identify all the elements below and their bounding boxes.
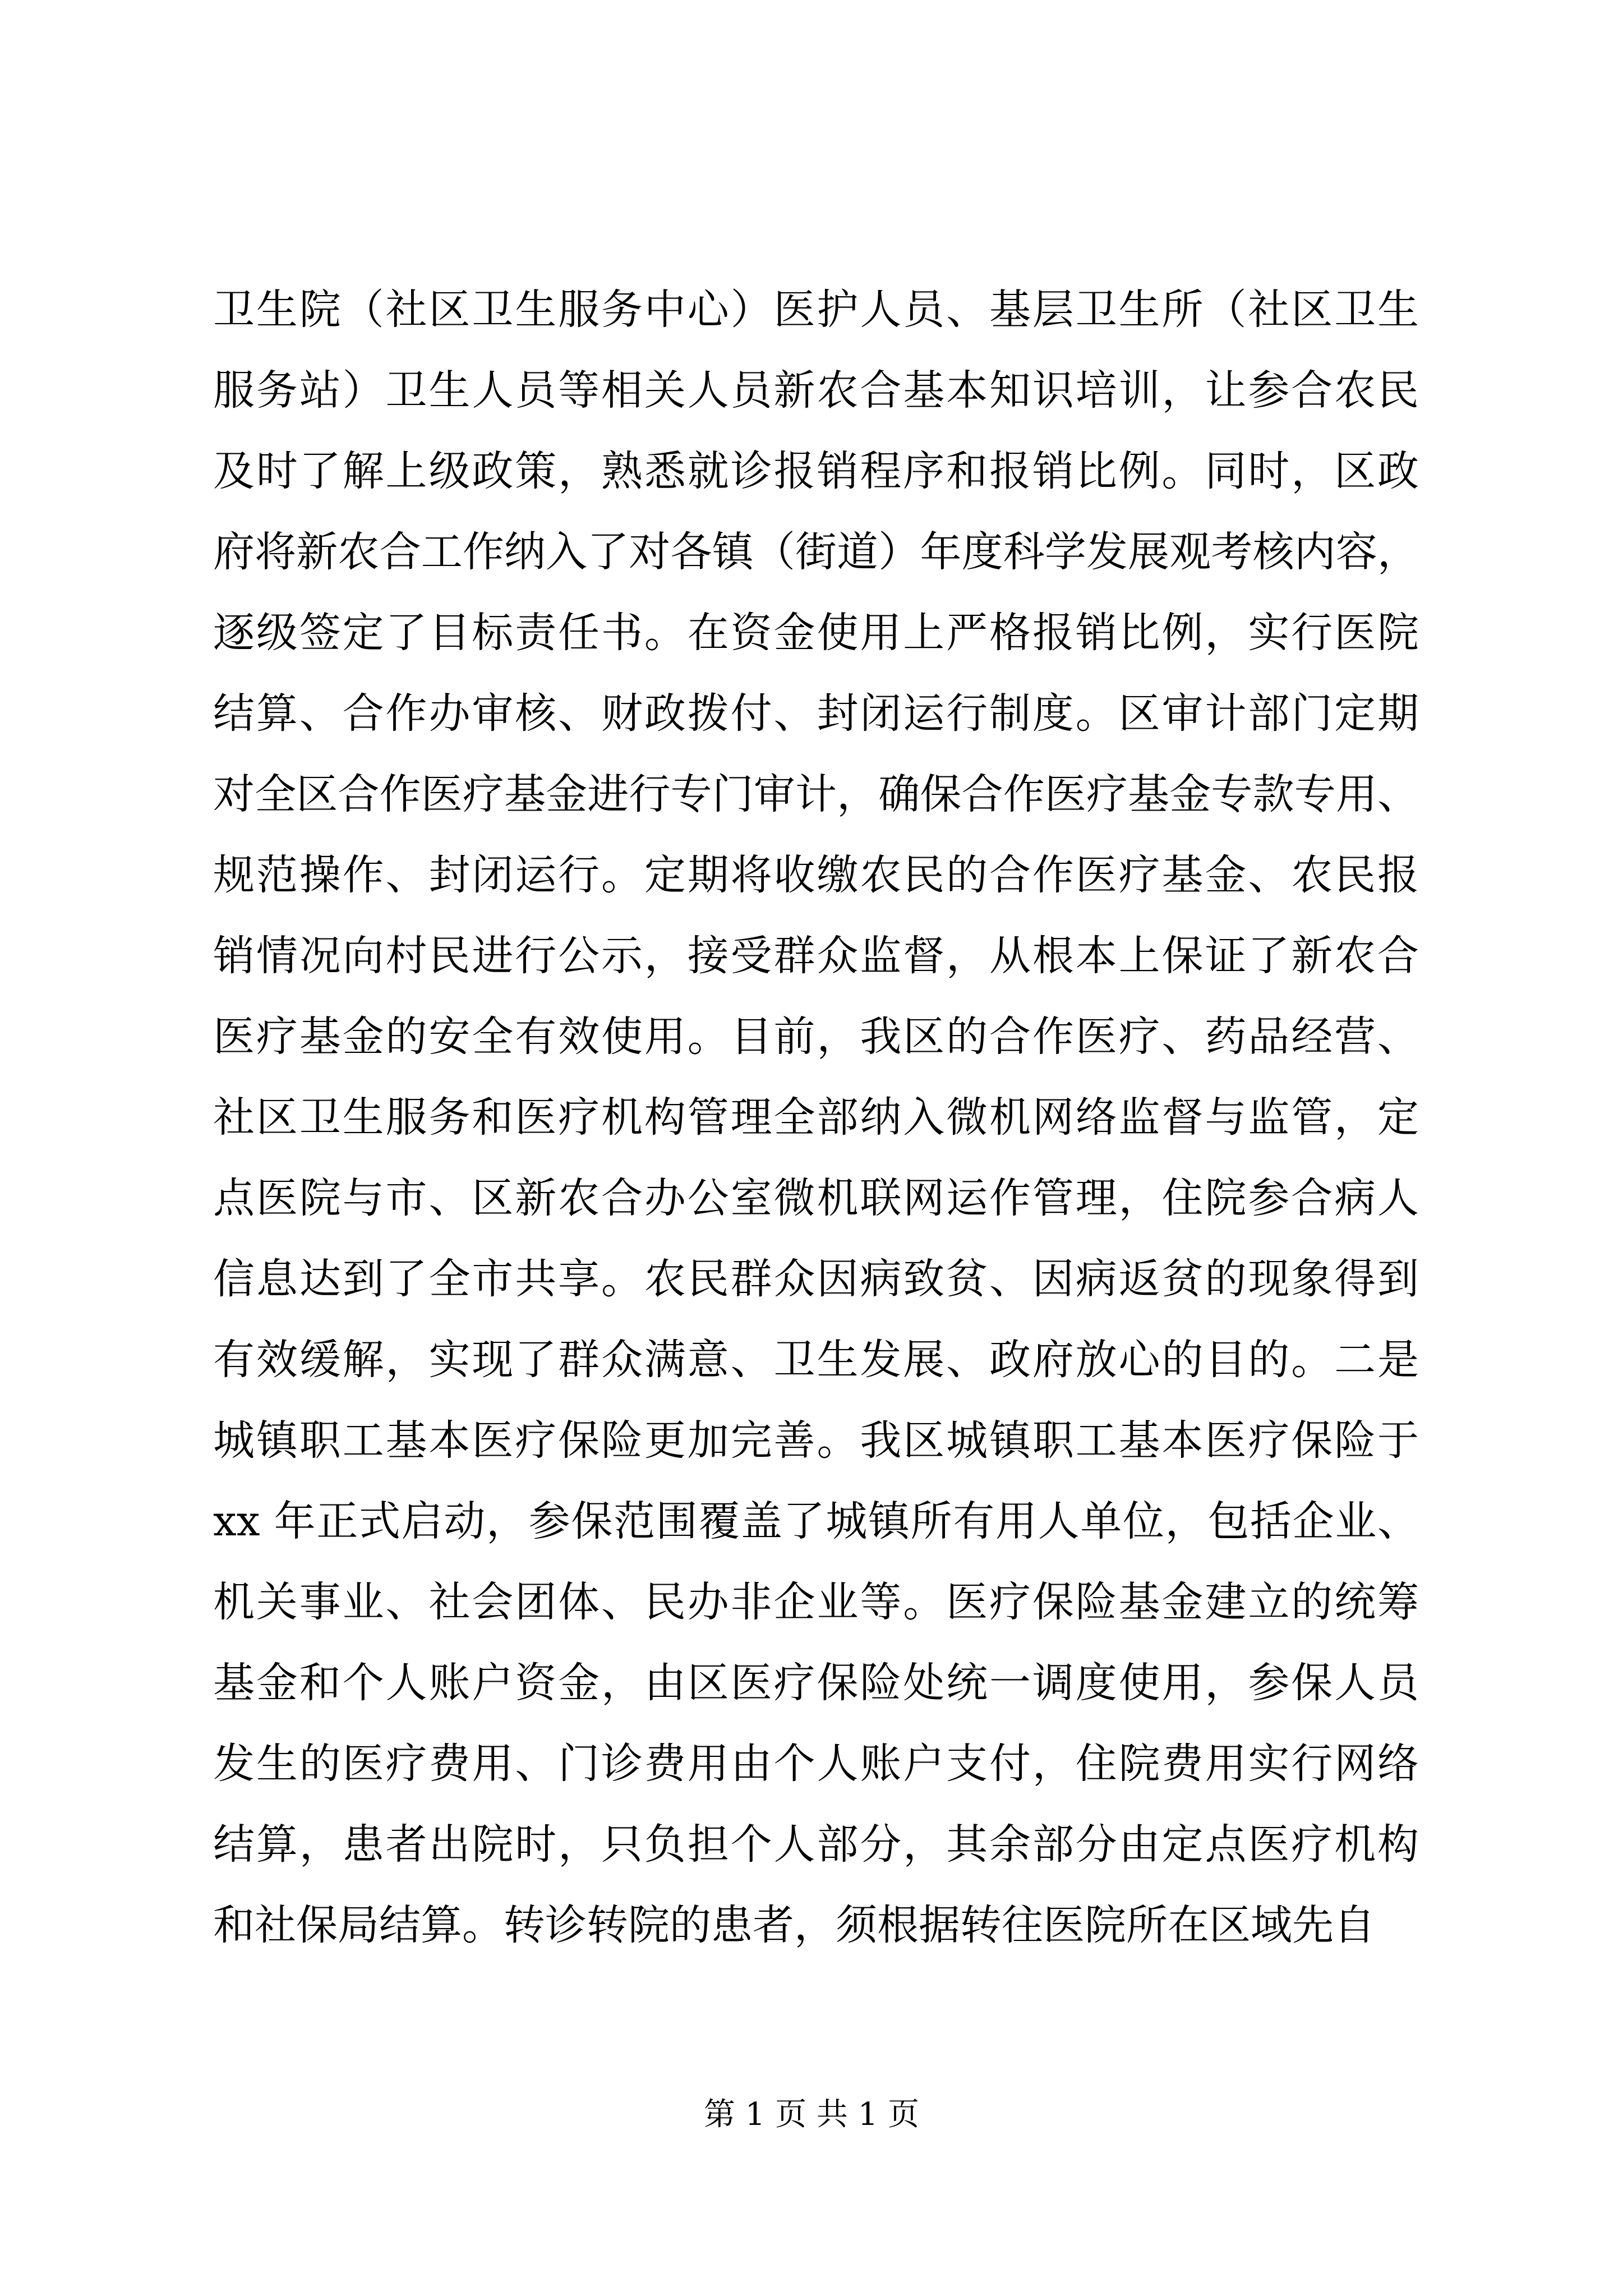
text-line: 规范操作、封闭运行。定期将收缴农民的合作医疗基金、农民报 (213, 851, 1419, 899)
text-line: 基金和个人账户资金，由区医疗保险处统一调度使用，参保人员 (213, 1659, 1419, 1707)
text-line: 结算，患者出院时，只负担个人部分，其余部分由定点医疗机构 (213, 1820, 1419, 1869)
text-line: 服务站）卫生人员等相关人员新农合基本知识培训，让参合农民 (213, 366, 1419, 415)
text-line: 有效缓解，实现了群众满意、卫生发展、政府放心的目的。二是 (213, 1336, 1419, 1384)
text-line: 和社保局结算。转诊转院的患者，须根据转往医院所在区域先自 (213, 1901, 1375, 1949)
text-line: 发生的医疗费用、门诊费用由个人账户支付，住院费用实行网络 (213, 1740, 1419, 1788)
text-line: 销情况向村民进行公示，接受群众监督，从根本上保证了新农合 (213, 932, 1419, 980)
text-line: 信息达到了全市共享。农民群众因病致贫、因病返贫的现象得到 (213, 1255, 1419, 1303)
body-text (213, 269, 1419, 1966)
text-line: 机关事业、社会团体、民办非企业等。医疗保险基金建立的统筹 (213, 1578, 1419, 1626)
text-line: 社区卫生服务和医疗机构管理全部纳入微机网络监督与监管，定 (213, 1093, 1419, 1142)
text-line: 点医院与市、区新农合办公室微机联网运作管理，住院参合病人 (213, 1174, 1419, 1222)
text-line: 结算、合作办审核、财政拨付、封闭运行制度。区审计部门定期 (213, 689, 1419, 738)
text-line: 对全区合作医疗基金进行专门审计，确保合作医疗基金专款专用、 (213, 770, 1419, 818)
text-line: 卫生院（社区卫生服务中心）医护人员、基层卫生所（社区卫生 (213, 286, 1419, 334)
text-line: 及时了解上级政策，熟悉就诊报销程序和报销比例。同时，区政 (213, 447, 1419, 495)
text-line: 医疗基金的安全有效使用。目前，我区的合作医疗、药品经营、 (213, 1013, 1419, 1061)
page-footer: 第 1 页 共 1 页 (703, 2096, 920, 2133)
text-line: 府将新农合工作纳入了对各镇（街道）年度科学发展观考核内容， (213, 528, 1419, 576)
text-line: 逐级签定了目标责任书。在资金使用上严格报销比例，实行医院 (213, 609, 1419, 657)
text-line: xx 年正式启动，参保范围覆盖了城镇所有用人单位，包括企业、 (213, 1497, 1419, 1545)
text-line: 城镇职工基本医疗保险更加完善。我区城镇职工基本医疗保险于 (213, 1416, 1419, 1465)
